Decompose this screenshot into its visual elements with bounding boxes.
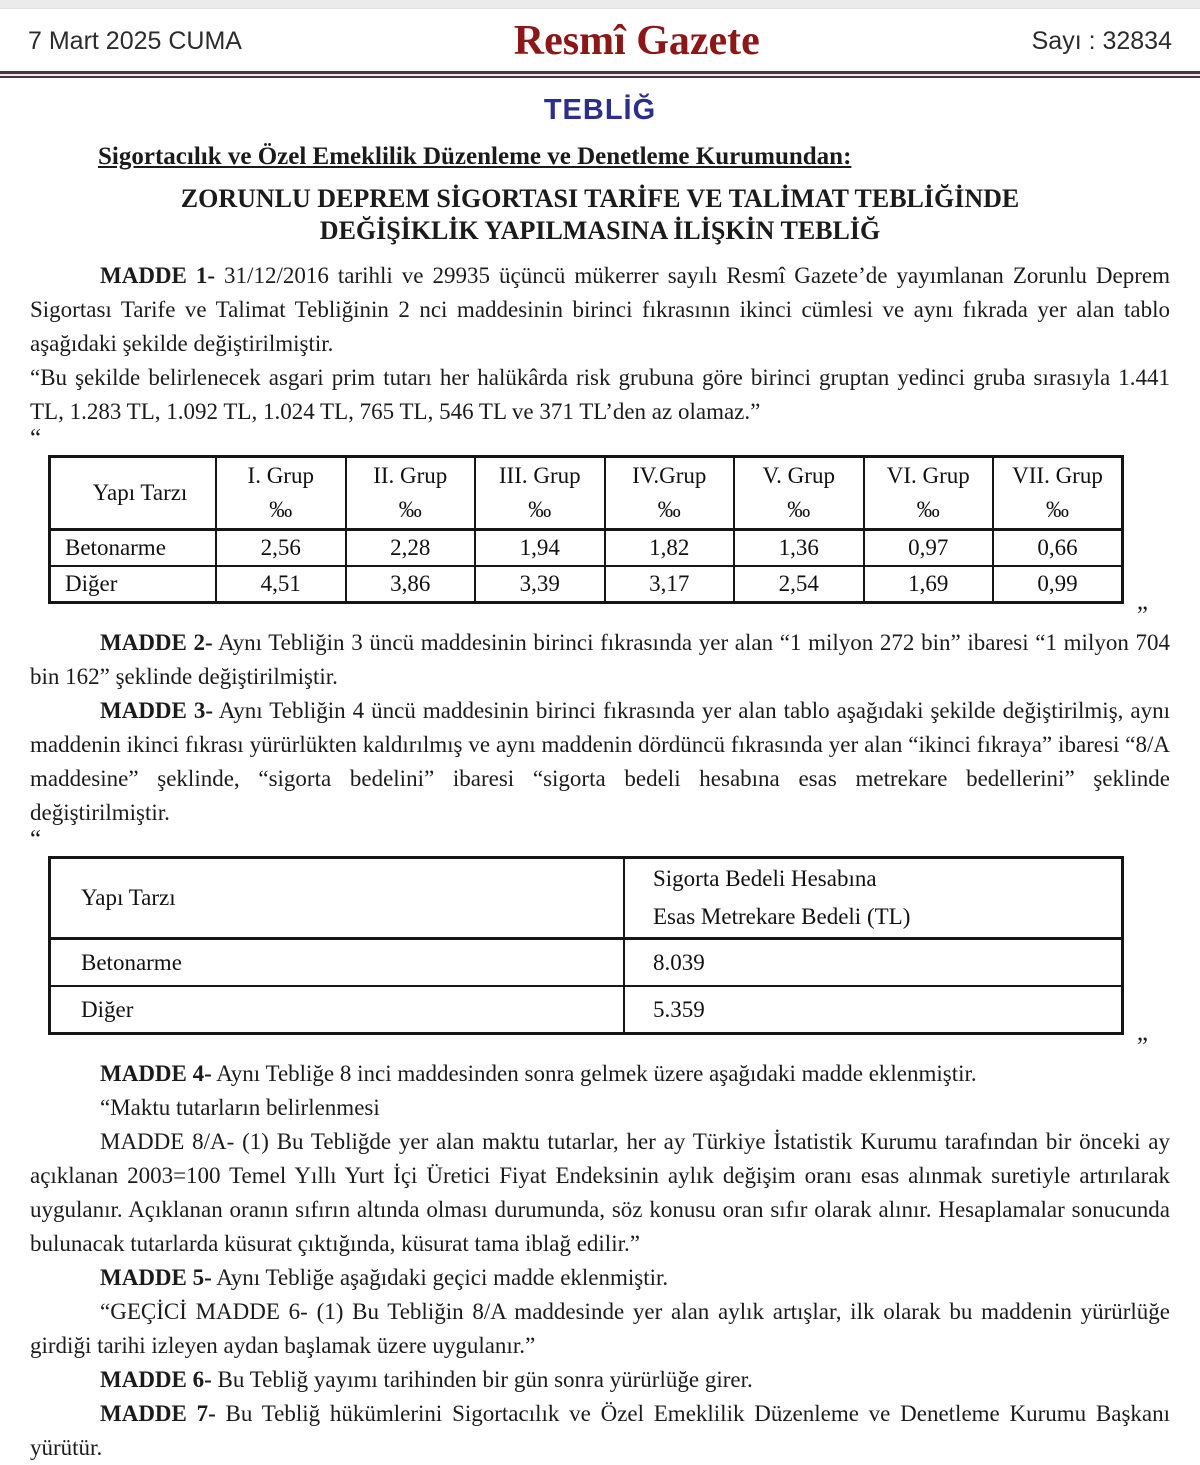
- open-quote-mark-table1: “: [30, 425, 42, 452]
- article-1: [30, 259, 1170, 361]
- sum-insured-row-diger: Diğer 5.359: [50, 986, 1123, 1034]
- masthead-divider: [0, 71, 1200, 78]
- sum-insured-header-value: Sigorta Bedeli Hesabına Esas Metrekare Bedeli (TL): [624, 858, 1123, 939]
- article-1-text: 31/12/2016 tarihli ve 29935 üçüncü mükerrer sayılı Resmî Gazete’de yayımlanan Zorunlu Deprem Sigortası Tarife ve Talimat Tebliğinin 2 nci maddesinin birinci fıkrasının ikinci cümlesi ve aynı fıkrada yer alan tablo aşağıdaki şekilde değiştirilmiştir.: [30, 263, 1170, 356]
- article-4-label: MADDE 4-: [100, 1061, 212, 1086]
- article-1-quoted-sentence: “Bu şekilde belirlenecek asgari prim tutarı her halükârda risk grubuna göre birinci gruptan yedinci gruba sırasıyla 1.441 TL, 1.283 TL, 1.092 TL, 1.024 TL, 765 TL, 546 TL ve 371 TL’den az olamaz.”: [30, 365, 1170, 424]
- article-3-text: Aynı Tebliğin 4 üncü maddesinin birinci fıkrasında yer alan tablo aşağıdaki şekilde değiştirilmiş, aynı maddenin ikinci fıkrası yürürlükten kaldırılmış ve aynı maddenin dördüncü fıkrasında yer alan “ikinci fıkraya” ibaresi “8/A maddesine” şeklinde, “sigorta bedelini” ibaresi “sigorta bedeli hesabına esas metrekare bedellerini” şeklinde değiştirilmiştir.: [30, 698, 1171, 825]
- tariff-header-group-2: II. Grup ‰: [346, 457, 476, 530]
- gazette-date: 7 Mart 2025 CUMA: [28, 26, 242, 55]
- article-7: [30, 1397, 1170, 1465]
- sum-insured-header-yapi-tarzi: Yapı Tarzı: [50, 858, 625, 939]
- sum-insured-row-betonarme: Betonarme 8.039: [50, 939, 1123, 987]
- tariff-header-group-4: IV.Grup ‰: [605, 457, 735, 530]
- article-1-label: MADDE 1-: [100, 263, 216, 288]
- article-7-text: Bu Tebliğ hükümlerini Sigortacılık ve Özel Emeklilik Düzenleme ve Denetleme Kurumu Başkanı yürütür.: [30, 1401, 1170, 1460]
- article-8a: MADDE 8/A- (1) Bu Tebliğde yer alan maktu tutarlar, her ay Türkiye İstatistik Kurumu tarafından bir önceki ay açıklanan 2003=100 Temel Yıllı Yurt İçi Üretici Fiyat Endeksinin aylık değişim oranı esas alınmak suretiyle artırılarak uygulanır. Açıklanan oranın sıfırın altında olması durumunda, söz konusu oran sıfır olarak alınır. Hesaplamalar sonucunda bulunacak tutarlarda küsurat çıktığında, küsurat tama iblağ edilir.”: [30, 1129, 1170, 1256]
- tariff-header-group-1: I. Grup ‰: [216, 457, 346, 530]
- tariff-header-yapi-tarzi: Yapı Tarzı: [50, 457, 217, 530]
- article-5: [30, 1261, 1170, 1295]
- close-quote-mark-table1: ”: [1136, 602, 1148, 629]
- provisional-article-6: “GEÇİCİ MADDE 6- (1) Bu Tebliğin 8/A maddesinde yer alan aylık artışlar, ilk olarak bu maddenin yürürlüğe girdiği tarihi izleyen aydan başlamak üzere uygulanır.”: [30, 1299, 1170, 1358]
- document-title-line1: ZORUNLU DEPREM SİGORTASI TARİFE VE TALİMAT TEBLİĞİNDE: [180, 184, 1020, 213]
- tariff-header-group-6: VI. Grup ‰: [864, 457, 994, 530]
- gazette-title: Resmî Gazete: [513, 18, 760, 64]
- article-4: [30, 1057, 1170, 1091]
- article-6: [30, 1363, 1170, 1397]
- tariff-row-diger: Diğer 4,51 3,86 3,39 3,17 2,54 1,69 0,99: [50, 566, 1123, 603]
- article-7-label: MADDE 7-: [100, 1401, 216, 1426]
- open-quote-mark-table2: “: [30, 826, 42, 853]
- article-2-label: MADDE 2-: [100, 630, 213, 655]
- close-quote-mark-table2: ”: [1136, 1033, 1148, 1060]
- article-6-text: Bu Tebliğ yayımı tarihinden bir gün sonra yürürlüğe girer.: [211, 1367, 753, 1392]
- article-3: [30, 694, 1170, 830]
- document-body: [0, 247, 1200, 1465]
- sum-insured-header-row: [50, 858, 1123, 939]
- article-5-text: Aynı Tebliğe aşağıdaki geçici madde eklenmiştir.: [211, 1265, 669, 1290]
- article-6-label: MADDE 6-: [100, 1367, 212, 1392]
- sum-insured-table: [48, 856, 1124, 1035]
- tariff-header-group-7: VII. Grup ‰: [993, 457, 1123, 530]
- article-4-quote-heading: “Maktu tutarların belirlenmesi: [100, 1095, 380, 1120]
- tariff-header-group-5: V. Grup ‰: [734, 457, 864, 530]
- document-title-line2: DEĞİŞİKLİK YAPILMASINA İLİŞKİN TEBLİĞ: [319, 216, 881, 245]
- tariff-row-betonarme: Betonarme 2,56 2,28 1,94 1,82 1,36 0,97 0,66: [50, 530, 1123, 567]
- tariff-rate-table: [48, 455, 1124, 604]
- article-3-label: MADDE 3-: [100, 698, 214, 723]
- gazette-issue-number: Sayı : 32834: [1031, 26, 1172, 55]
- article-5-label: MADDE 5-: [100, 1265, 212, 1290]
- tariff-table-header-row: [50, 457, 1123, 530]
- article-2: [30, 626, 1170, 694]
- tariff-header-group-3: III. Grup ‰: [475, 457, 605, 530]
- article-4-text: Aynı Tebliğe 8 inci maddesinden sonra gelmek üzere aşağıdaki madde eklenmiştir.: [211, 1061, 977, 1086]
- issuing-authority: Sigortacılık ve Özel Emeklilik Düzenleme ve Denetleme Kurumundan:: [98, 143, 852, 170]
- document-title: [0, 183, 1200, 247]
- page-top-strip: [0, 0, 1200, 9]
- section-label: TEBLİĞ: [543, 94, 657, 126]
- gazette-masthead: [0, 9, 1200, 71]
- article-2-text: Aynı Tebliğin 3 üncü maddesinin birinci fıkrasında yer alan “1 milyon 272 bin” ibaresi “1 milyon 704 bin 162” şeklinde değiştirilmiştir.: [30, 630, 1170, 689]
